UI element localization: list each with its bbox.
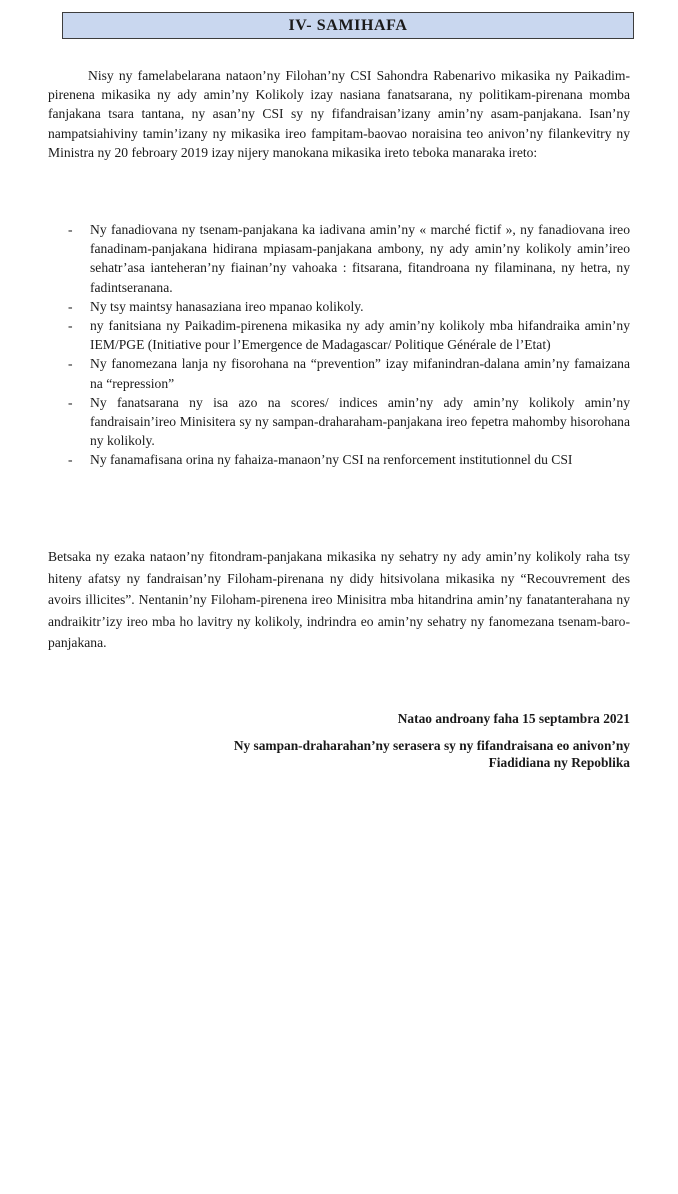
signature-block — [70, 737, 630, 771]
list-item — [48, 297, 630, 316]
bullet-dash: - — [68, 394, 73, 410]
closing-paragraph: Betsaka ny ezaka nataon’ny fitondram-panjakana mikasika ny sehatry ny ady amin’ny kolikoly raha tsy hiteny afatsy ny fandraisan’ny Filoham-pirenana ny didy hitsivolana mikasika ny “Recouvrement des avoirs illicites”. Nentanin’ny Filoham-pirenena ireo Minisitra mba hitandrina amin’ny fanatanterahana ny andraikitr’izy ireo mba ho lavitry ny kolikoly, indrindra eo amin’ny sehatry ny fanomezana tsenam-baro-panjakana. — [48, 549, 630, 651]
signature-line: Fiadidiana ny Repoblika — [488, 755, 630, 770]
list-item — [48, 450, 630, 469]
list-item — [48, 316, 630, 354]
list-item-text: Ny fanamafisana orina ny fahaiza-manaon’ny CSI na renforcement institutionnel du CSI — [90, 452, 573, 468]
list-item-text: Ny tsy maintsy hanasaziana ireo mpanao kolikoly. — [90, 298, 364, 314]
bullet-dash: - — [68, 222, 73, 237]
list-item-text: Ny fanomezana lanja ny fisorohana na “prevention” izay mifanindran-dalana amin’ny famaizana na “repression” — [90, 356, 630, 391]
bullet-dash: - — [68, 318, 73, 334]
bullet-dash: - — [68, 298, 73, 314]
signature-date: Natao androany faha 15 septambra 2021 — [397, 711, 630, 726]
list-item — [48, 354, 630, 392]
list-item-text: Ny fanadiovana ny tsenam-panjakana ka iadivana amin’ny « marché fictif », ny fanadiovana ireo fanadinam-panjakana hidirana mpiasam-panjakana ambony, ny ady amin’ny kolikoly amin’ireo sehatr’asa ianteheran’ny fiainan’ny vahoaka : fitsarana, fitandroana ny filaminana, ny hetra, ny fadintseranana. — [90, 222, 630, 295]
list-item — [48, 220, 630, 297]
bullet-dash: - — [68, 452, 73, 468]
section-title: IV- SAMIHAFA — [62, 12, 634, 39]
list-item-text: ny fanitsiana ny Paikadim-pirenena mikasika ny ady amin’ny kolikoly mba hifandraika amin’ny IEM/PGE (Initiative pour l’Emergence de Madagascar/ Politique Générale de l’Etat) — [90, 318, 630, 353]
list-item-text: Ny fanatsarana ny isa azo na scores/ indices amin’ny ady amin’ny kolikoly amin’ny fandraisain’ireo Minisitera sy ny sampan-draharaham-panjakana ireo fepetra mahomby hisorohana ny kolikoly. — [90, 394, 630, 449]
bullet-dash: - — [68, 356, 73, 372]
list-item — [48, 393, 630, 451]
signature-line: Ny sampan-draharahan’ny serasera sy ny fifandraisana eo anivon’ny — [233, 738, 630, 753]
bullet-list — [48, 220, 630, 470]
intro-paragraph: Nisy ny famelabelarana nataon’ny Filohan’ny CSI Sahondra Rabenarivo mikasika ny Paikadim-pirenena mikasika ny ady amin’ny Kolikoly izay nasiana fanatsarana, ny politikam-pirenana momba fanjakana tsara tantana, ny asan’ny CSI sy ny fifandraisan’izany amin’ny asam-panjakana. Isan’ny nampatsiahiviny tamin’izany ny mikasika ireo fampitam-baovao noraisina teo anivon’ny filankevitry ny Ministra ny 20 febroary 2019 izay nijery manokana mikasika ireto teboka manaraka ireto: — [48, 68, 630, 160]
